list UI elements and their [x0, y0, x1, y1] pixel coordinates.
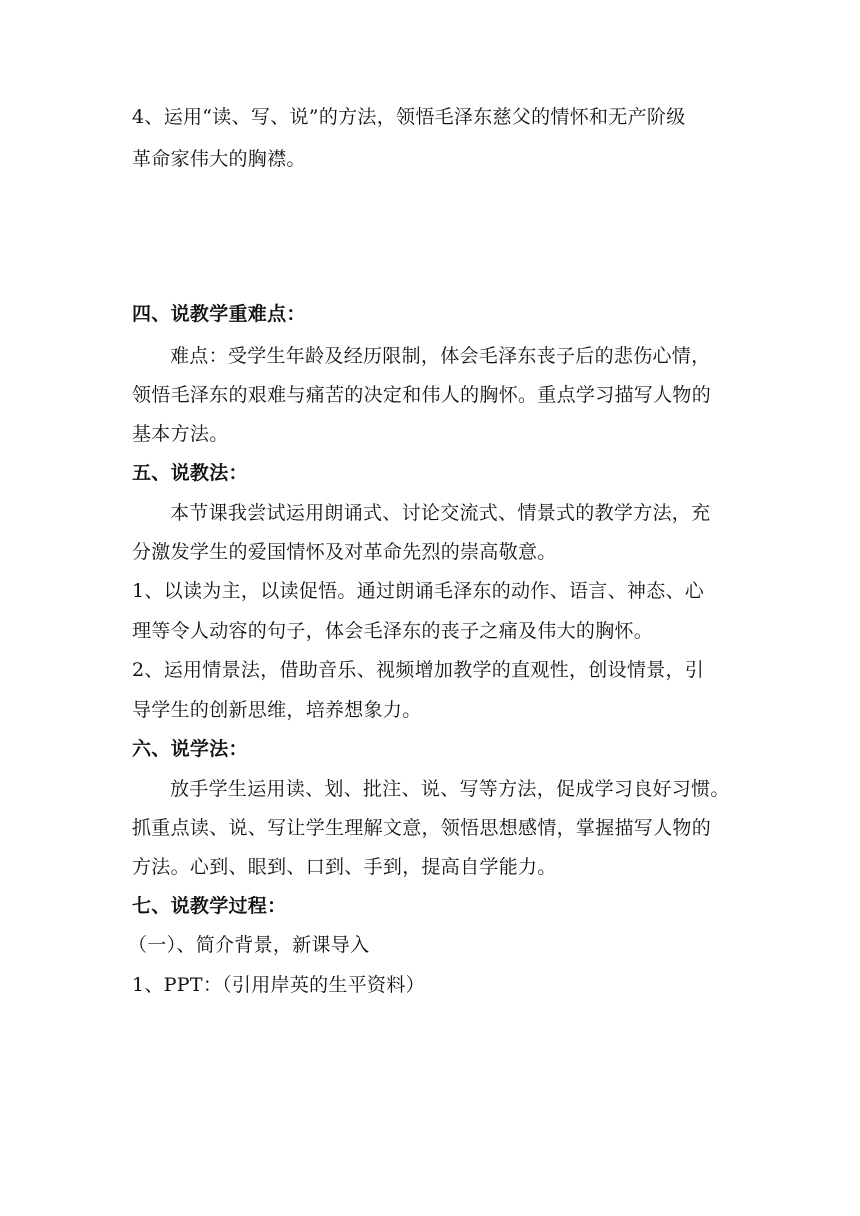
section-7-subheading: （一）、简介背景，新课导入 [128, 934, 370, 956]
section-6-paragraph-line: 抓重点读、说、写让学生理解文意，领悟思想感情，掌握描写人物的 [132, 817, 712, 839]
section-5-item-1-line-1: 1、以读为主，以读促悟。通过朗诵毛泽东的动作、语言、神态、心 [132, 580, 705, 602]
section-4-paragraph-line: 领悟毛泽东的艰难与痛苦的决定和伟人的胸怀。重点学习描写人物的 [132, 384, 712, 406]
section-7-item-1: 1、PPT：（引用岸英的生平资料） [132, 974, 425, 996]
section-5-paragraph-line: 分激发学生的爱国情怀及对革命先烈的崇高敬意。 [132, 541, 557, 563]
section-4-heading: 四、说教学重难点： [132, 303, 306, 325]
section-4-paragraph-line: 难点：受学生年龄及经历限制，体会毛泽东丧子后的悲伤心情， [170, 345, 711, 367]
section-5-item-2-line-1: 2、运用情景法，借助音乐、视频增加教学的直观性，创设情景，引 [132, 659, 705, 681]
section-5-item-2-line-2: 导学生的创新思维，培养想象力。 [132, 699, 422, 721]
objective-4-line-1: 4、运用“读、写、说”的方法，领悟毛泽东慈父的情怀和无产阶级 [132, 106, 686, 128]
section-5-heading: 五、说教法： [132, 462, 248, 484]
section-5-item-1-line-2: 理等令人动容的句子，体会毛泽东的丧子之痛及伟大的胸怀。 [132, 620, 654, 642]
section-4-paragraph-line: 基本方法。 [132, 423, 229, 445]
section-7-heading: 七、说教学过程： [132, 895, 287, 917]
section-6-paragraph-line: 方法。心到、眼到、口到、手到，提高自学能力。 [132, 856, 557, 878]
section-5-paragraph-line: 本节课我尝试运用朗诵式、讨论交流式、情景式的教学方法，充 [170, 502, 711, 524]
section-6-paragraph-line: 放手学生运用读、划、批注、说、写等方法，促成学习良好习惯。 [170, 778, 730, 800]
objective-4-line-2: 革命家伟大的胸襟。 [132, 148, 306, 170]
section-6-heading: 六、说学法： [132, 738, 248, 760]
